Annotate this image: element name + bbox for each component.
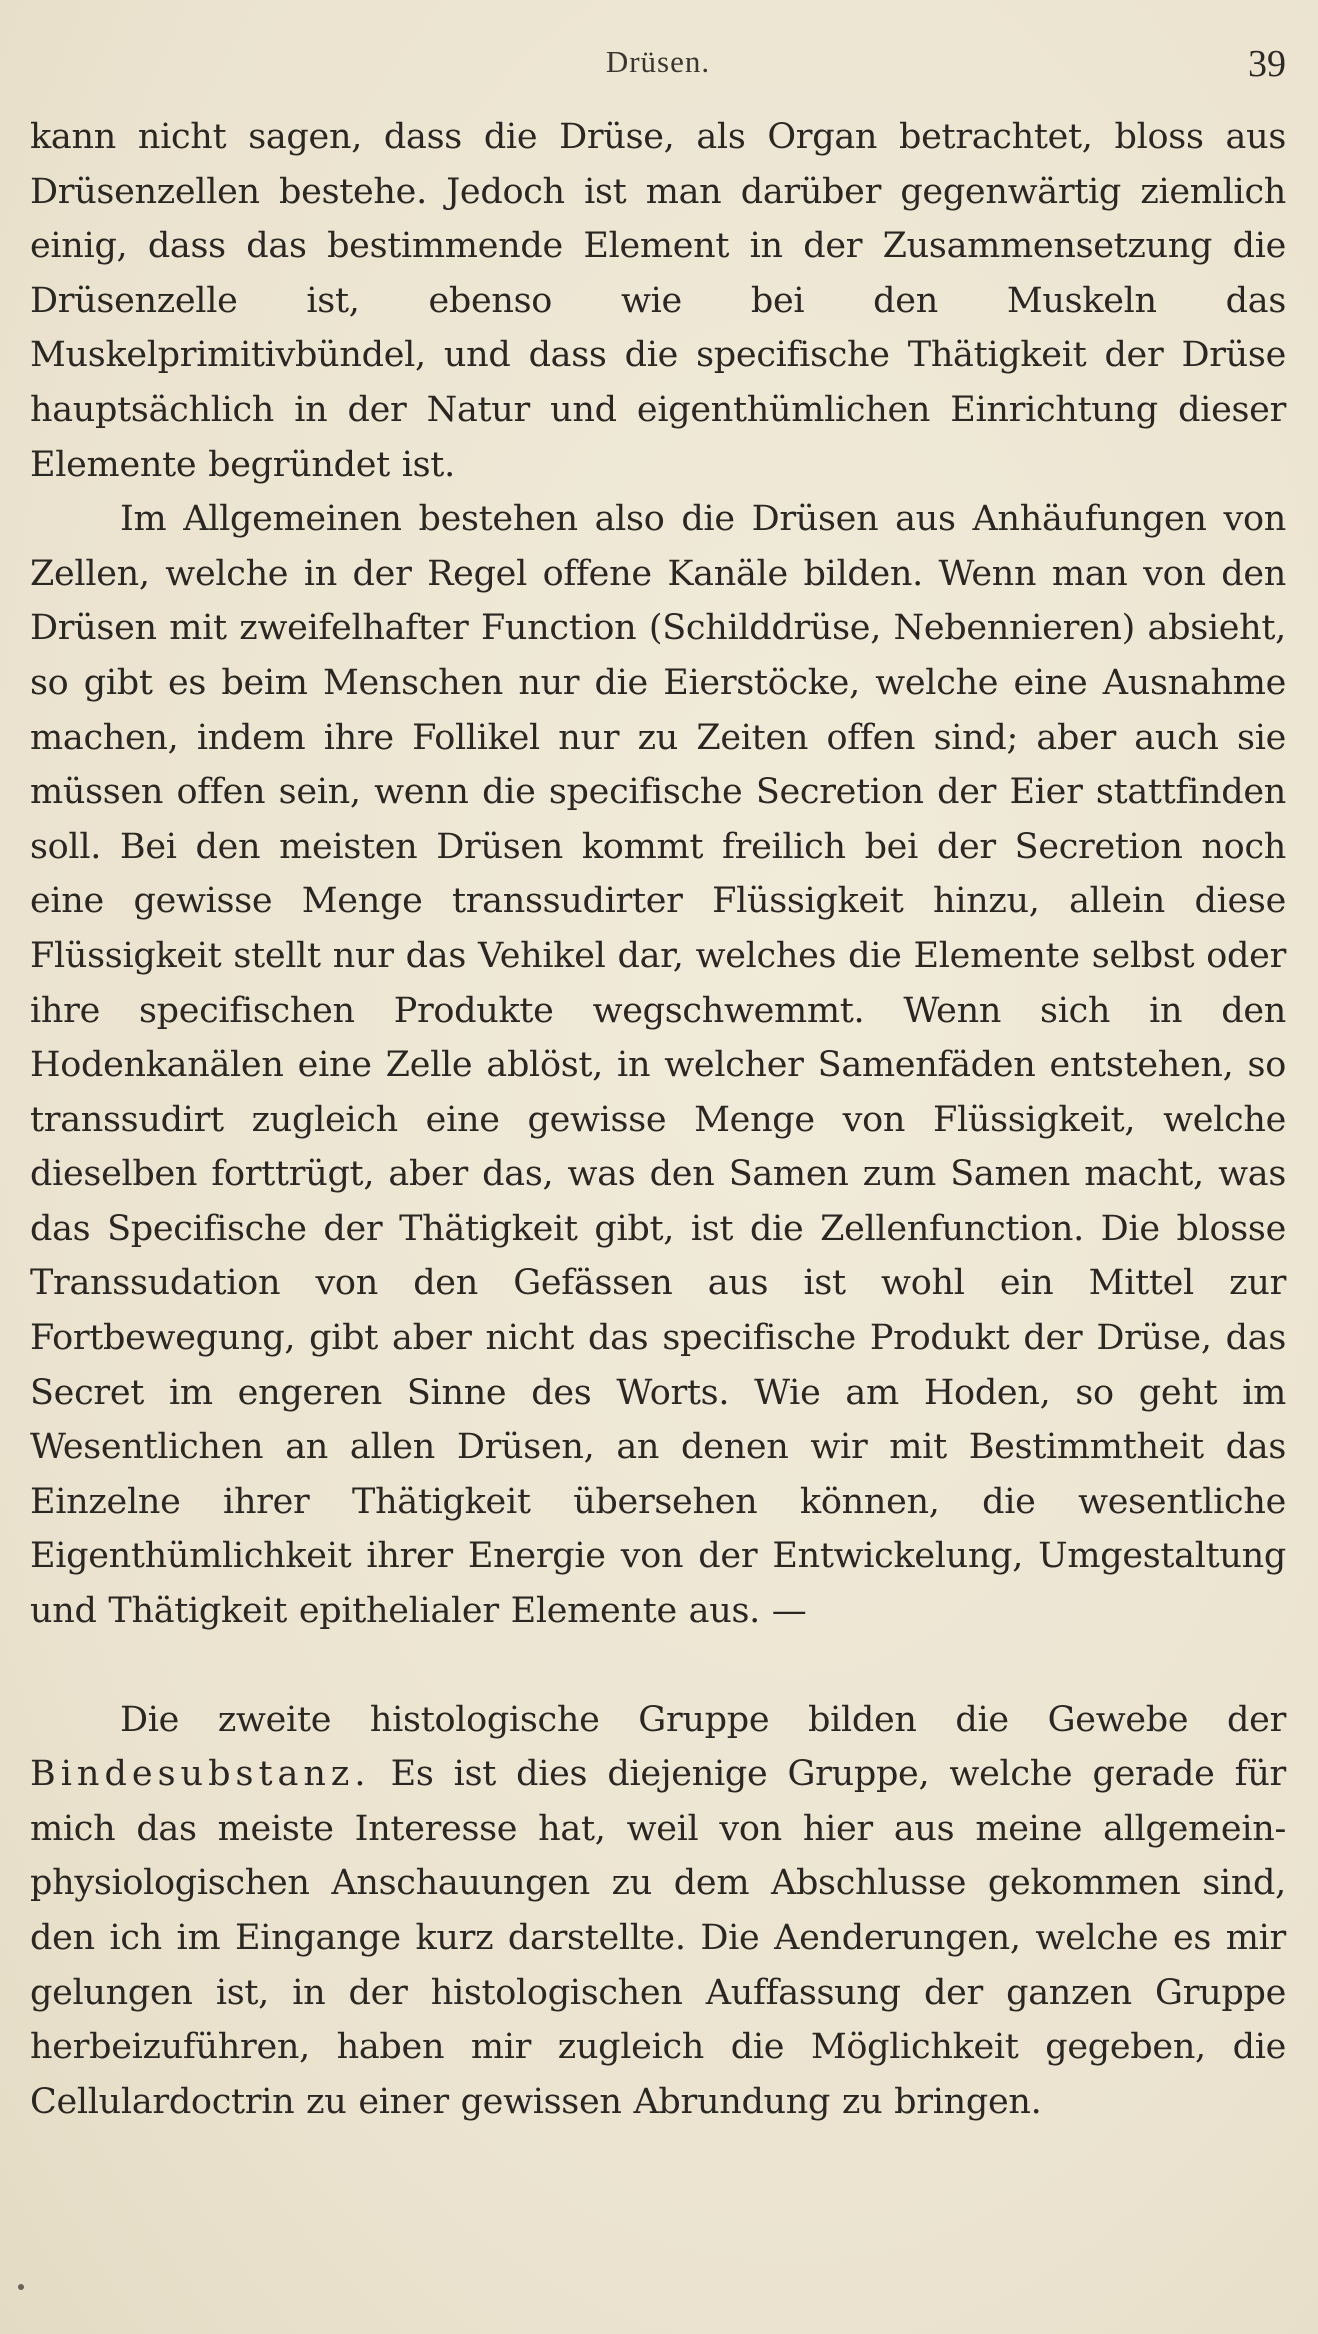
paragraph-1: kann nicht sagen, dass die Drüse, als Organ betrachtet, bloss aus Drüsenzellen bestehe. Jedoch ist man darüber gegenwärtig ziemlich einig, dass das bestimmende Element in der Zusammensetzung die Drüsenzelle ist, ebenso wie bei den Muskeln das Muskelprimitivbündel, und dass die specifische Thätigkeit der Drüse hauptsächlich in der Natur und eigenthümlichen Einrichtung dieser Elemente begründet ist.: [30, 117, 1286, 485]
running-head: [30, 44, 1286, 94]
book-page: [30, 0, 1286, 2334]
running-title: Drüsen.: [605, 44, 711, 79]
paragraph-3-rest: Es ist dies diejenige Gruppe, welche gerade für mich das meiste Interesse hat, weil von hier aus meine allgemein-physiologischen Anschauungen zu dem Abschlusse gekommen sind, den ich im Eingange kurz darstellte. Die Aenderungen, welche es mir gelungen ist, in der histologischen Auffassung der ganzen Gruppe herbeizuführen, haben mir zugleich die Möglichkeit gegeben, die Cellulardoctrin zu einer gewissen Abrundung zu bringen.: [30, 1754, 1286, 2122]
page-number: 39: [1248, 43, 1286, 85]
paragraph-3: [30, 1693, 1286, 2130]
paragraph-3-start: Die zweite histologische Gruppe bilden die Gewebe der: [120, 1699, 1286, 1740]
emphasis-term: Bindesubstanz.: [30, 1754, 371, 1795]
body-text: [30, 110, 1286, 2129]
paragraph-2: Im Allgemeinen bestehen also die Drüsen aus Anhäufungen von Zellen, welche in der Regel offene Kanäle bilden. Wenn man von den Drüsen mit zweifelhafter Function (Schilddrüse, Nebennieren) absieht, so gibt es beim Menschen nur die Eierstöcke, welche eine Ausnahme machen, indem ihre Follikel nur zu Zeiten offen sind; aber auch sie müssen offen sein, wenn die specifische Secretion der Eier stattfinden soll. Bei den meisten Drüsen kommt freilich bei der Secretion noch eine gewisse Menge transsudirter Flüssigkeit hinzu, allein diese Flüssigkeit stellt nur das Vehikel dar, welches die Elemente selbst oder ihre specifischen Produkte wegschwemmt. Wenn sich in den Hodenkanälen eine Zelle ablöst, in welcher Samenfäden entstehen, so transsudirt zugleich eine gewisse Menge von Flüssigkeit, welche dieselben forttrügt, aber das, was den Samen zum Samen macht, was das Specifische der Thätigkeit gibt, ist die Zellenfunction. Die blosse Transsudation von den Gefässen aus ist wohl ein Mittel zur Fortbewegung, gibt aber nicht das specifische Produkt der Drüse, das Secret im engeren Sinne des Worts. Wie am Hoden, so geht im Wesentlichen an allen Drüsen, an denen wir mit Bestimmtheit das Einzelne ihrer Thätigkeit übersehen können, die wesentliche Eigenthümlichkeit ihrer Energie von der Entwickelung, Umgestaltung und Thätigkeit epithelialer Elemente aus. —: [30, 499, 1286, 1632]
ink-speck: [18, 2284, 24, 2290]
